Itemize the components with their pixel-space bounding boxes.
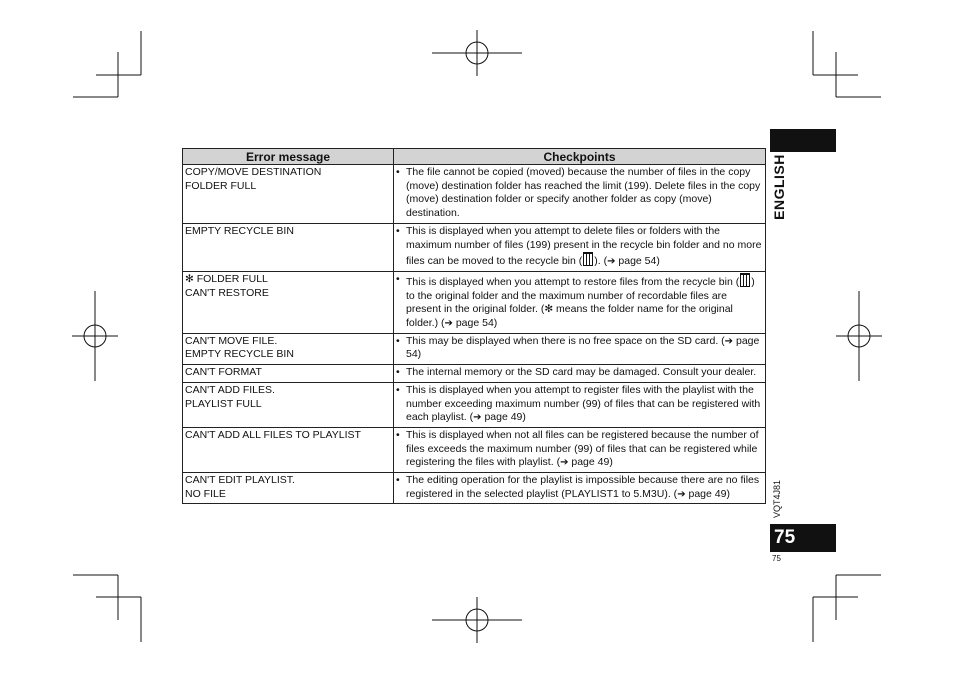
- table-row: [183, 427, 766, 472]
- error-text: FOLDER FULL: [185, 179, 257, 192]
- error-cell: [183, 365, 394, 383]
- checkpoint-text: This may be displayed when there is no free space on the SD card. (: [406, 334, 725, 347]
- page-reference: page 49): [571, 456, 613, 469]
- bullet: •: [396, 366, 400, 379]
- recycle-bin-icon: [583, 252, 593, 266]
- table-row: [183, 271, 766, 333]
- language-label: [770, 153, 788, 221]
- bullet: •: [396, 383, 400, 396]
- page-reference: page 54): [455, 317, 498, 330]
- checkpoint-cell: [394, 427, 766, 472]
- checkpoint-cell: [394, 271, 766, 333]
- checkpoint-text: This is displayed when you attempt to register files with the playlist with the number exceeding maximum number (99) of files that can be registered with each playlist. (: [406, 383, 761, 424]
- error-cell: [183, 271, 394, 333]
- table-row: [183, 473, 766, 504]
- model-code: [770, 476, 784, 522]
- bullet: •: [396, 428, 400, 441]
- bullet: •: [396, 224, 400, 237]
- checkpoint-cell: [394, 333, 766, 364]
- header-checkpoints: Checkpoints: [394, 149, 766, 165]
- page-number: 75: [770, 524, 836, 552]
- table-row: [183, 365, 766, 383]
- error-cell: [183, 223, 394, 271]
- page-number-small: 75: [772, 554, 781, 563]
- arrow-right-icon: ➔: [560, 457, 569, 469]
- checkpoint-text: This is displayed when you attempt to restore files from the recycle bin (: [406, 275, 740, 288]
- error-text: CAN'T EDIT PLAYLIST.: [185, 474, 295, 487]
- table-row: [183, 382, 766, 427]
- language-label-text: ENGLISH: [771, 154, 787, 220]
- checkpoint-text: This is displayed when not all files can be registered because the number of files exceeds the maximum number (99) of files that can be registered while registering the files with playlist. (: [406, 428, 759, 469]
- error-cell: [183, 473, 394, 504]
- bullet: •: [396, 166, 400, 178]
- checkpoint-text: The file cannot be copied (moved) because the number of files in the copy (move) destination folder has reached the limit (199). Delete files in the copy (move) destination folder or specify another folder as copy (move) destination.: [406, 166, 761, 220]
- checkpoint-cell: [394, 223, 766, 271]
- checkpoint-cell: [394, 165, 766, 224]
- checkpoint-text: ) to the original folder and the maximum number of recordable files are present in the original folder. (✻ means the folder name for the original folder.) (: [406, 275, 755, 330]
- error-message-table: [182, 148, 766, 504]
- header-error-message: Error message: [183, 149, 394, 165]
- error-text: PLAYLIST FULL: [185, 397, 262, 410]
- page-reference: page 49): [484, 411, 526, 424]
- bullet: •: [396, 334, 400, 347]
- checkpoint-text: The internal memory or the SD card may be damaged. Consult your dealer.: [406, 366, 757, 379]
- error-cell: [183, 333, 394, 364]
- arrow-right-icon: ➔: [677, 488, 686, 500]
- arrow-right-icon: ➔: [444, 318, 453, 330]
- page-reference: page 49): [688, 487, 730, 500]
- checkpoint-cell: [394, 382, 766, 427]
- recycle-bin-icon: [740, 273, 750, 287]
- checkpoint-text: This is displayed when you attempt to delete files or folders with the maximum number of files (199) present in the recycle bin folder and no more files can be moved to the recycle bin (: [406, 224, 762, 268]
- error-text: CAN'T RESTORE: [185, 286, 269, 299]
- arrow-right-icon: ➔: [473, 412, 482, 424]
- bullet: •: [396, 474, 400, 487]
- table-row: [183, 223, 766, 271]
- table-header-row: [183, 149, 766, 165]
- model-code-text: VQT4J81: [772, 479, 782, 519]
- table-row: [183, 333, 766, 364]
- page-reference: page 54): [618, 255, 660, 268]
- bullet: •: [396, 272, 400, 285]
- error-text: EMPTY RECYCLE BIN: [185, 348, 294, 361]
- checkpoint-text: The editing operation for the playlist is impossible because there are no files registered in the selected playlist (PLAYLIST1 to 5.M3U). (: [406, 474, 760, 500]
- error-text: EMPTY RECYCLE BIN: [185, 224, 294, 237]
- checkpoint-cell: [394, 365, 766, 383]
- error-text: CAN'T MOVE FILE.: [185, 334, 278, 347]
- error-text: ✻ FOLDER FULL: [185, 272, 268, 285]
- checkpoint-text: ). (: [594, 255, 608, 268]
- table-row: [183, 165, 766, 224]
- checkpoint-cell: [394, 473, 766, 504]
- error-text: COPY/MOVE DESTINATION: [185, 166, 322, 178]
- error-text: NO FILE: [185, 487, 226, 500]
- error-text: CAN'T FORMAT: [185, 366, 262, 379]
- language-tab-block: [770, 129, 836, 152]
- arrow-right-icon: ➔: [724, 335, 734, 347]
- arrow-right-icon: ➔: [607, 256, 616, 268]
- error-cell: [183, 382, 394, 427]
- error-text: CAN'T ADD FILES.: [185, 383, 275, 396]
- error-cell: [183, 165, 394, 224]
- page-reference: page 54): [406, 334, 760, 361]
- error-text: CAN'T ADD ALL FILES TO PLAYLIST: [185, 428, 361, 441]
- error-cell: [183, 427, 394, 472]
